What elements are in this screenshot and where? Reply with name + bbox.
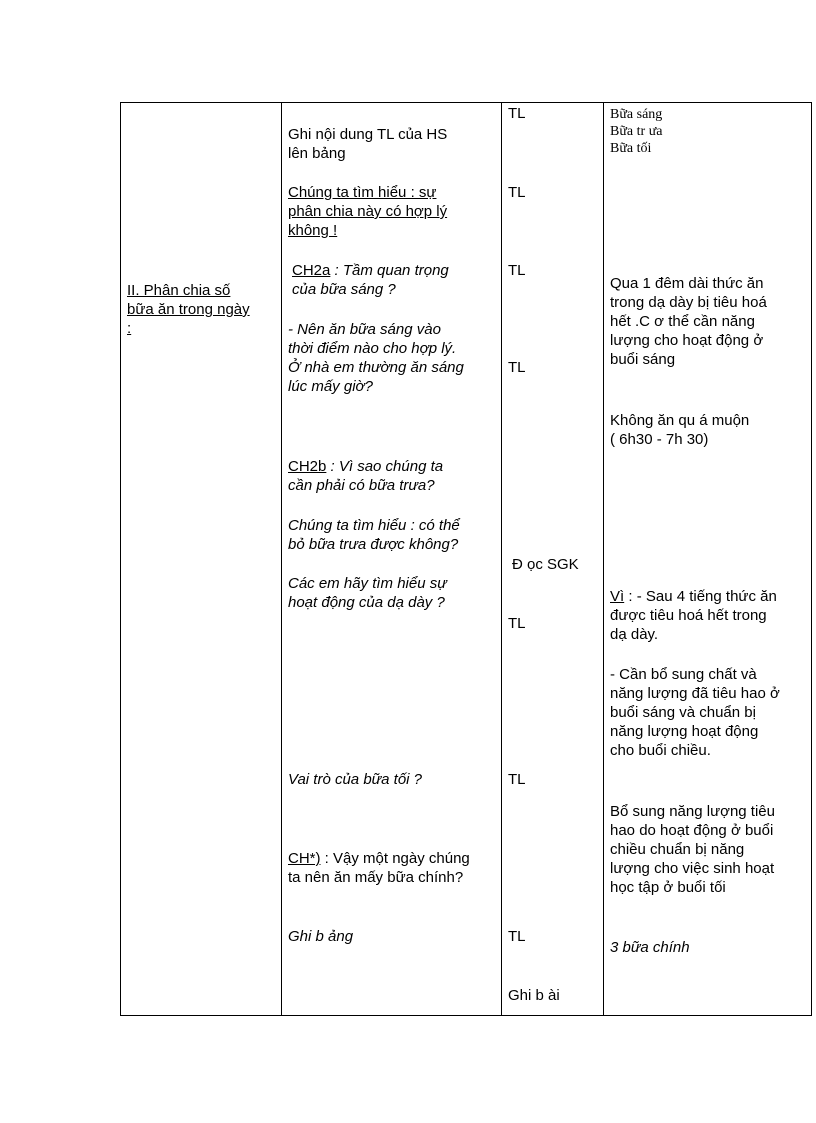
doc-sgk-label: Đ ọc SGK	[512, 556, 579, 573]
tl-label-2: TL	[508, 184, 526, 201]
chs-text: : Vậy một ngày chúng ta nên ăn mấy bữa chính?	[288, 850, 470, 886]
tl-label-3: TL	[508, 262, 526, 279]
tl-label-1: TL	[508, 105, 526, 122]
tim-hieu-2-content: Chúng ta tìm hiểu : có thể bỏ bữa trưa được không?	[288, 517, 460, 553]
ghi-noi-dung-text: Ghi nội dung TL của HS lên bảng	[288, 126, 448, 162]
chs-question	[288, 849, 470, 887]
vai-tro-text: Vai trò của bữa tối ?	[288, 771, 423, 788]
nen-an-sang-text: - Nên ăn bữa sáng vào thời điểm nào cho hợp lý. Ở nhà em thường ăn sáng lúc mấy giờ?	[288, 321, 464, 395]
bo-sung-text: Bổ sung năng lượng tiêu hao do hoạt động ở buổi chiều chuẩn bị năng lượng cho việc sinh hoạt học tập ở buổi tối	[610, 803, 775, 896]
ch2a-text: : Tầm quan trọng của bữa sáng ?	[292, 262, 449, 298]
tl-label-5: TL	[508, 615, 526, 632]
tl-label-7: TL	[508, 928, 526, 945]
khong-an-text: Không ăn qu á muộn ( 6h30 - 7h 30)	[610, 412, 750, 448]
column-divider-2	[501, 103, 502, 1015]
tl-label-6: TL	[508, 771, 526, 788]
column-divider-1	[281, 103, 282, 1015]
vi-answer	[610, 587, 777, 644]
ch2b-text: : Vì sao chúng ta cần phải có bữa trưa?	[288, 458, 444, 494]
section-heading: II. Phân chia số bữa ăn trong ngày :	[127, 282, 250, 337]
ch2a-label: CH2a	[292, 262, 331, 279]
bua-list: Bữa sáng Bữa tr ưa Bữa tối	[610, 107, 663, 156]
ghi-bang-text: Ghi b ảng	[288, 928, 354, 945]
vi-label: Vì	[610, 588, 625, 605]
ch2a-question	[292, 261, 449, 299]
ch2b-label: CH2b	[288, 458, 327, 475]
chs-label: CH*)	[288, 850, 321, 867]
tl-label-4: TL	[508, 359, 526, 376]
can-bo-sung-text: - Cần bổ sung chất và năng lượng đã tiêu hao ở buổi sáng và chuẩn bị năng lượng hoạt động cho buổi chiều.	[610, 666, 780, 759]
column-divider-3	[603, 103, 604, 1015]
tim-hieu-text-1: Chúng ta tìm hiểu : sự phân chia này có hợp lý không !	[288, 184, 448, 239]
ch2b-question	[288, 457, 443, 495]
vi-text: : - Sau 4 tiếng thức ăn được tiêu hoá hết trong dạ dày.	[610, 588, 777, 643]
qua-dem-text: Qua 1 đêm dài thức ăn trong dạ dày bị tiêu hoá hết .C ơ thể cần năng lượng cho hoạt động ở buổi sáng	[610, 275, 767, 368]
tim-hieu-text-3: Các em hãy tìm hiểu sự hoạt động của dạ dày ?	[288, 575, 447, 611]
ghi-bai-label: Ghi b ài	[508, 987, 560, 1004]
tim-hieu-text-2	[288, 516, 460, 554]
ba-bua-text: 3 bữa chính	[610, 939, 690, 956]
